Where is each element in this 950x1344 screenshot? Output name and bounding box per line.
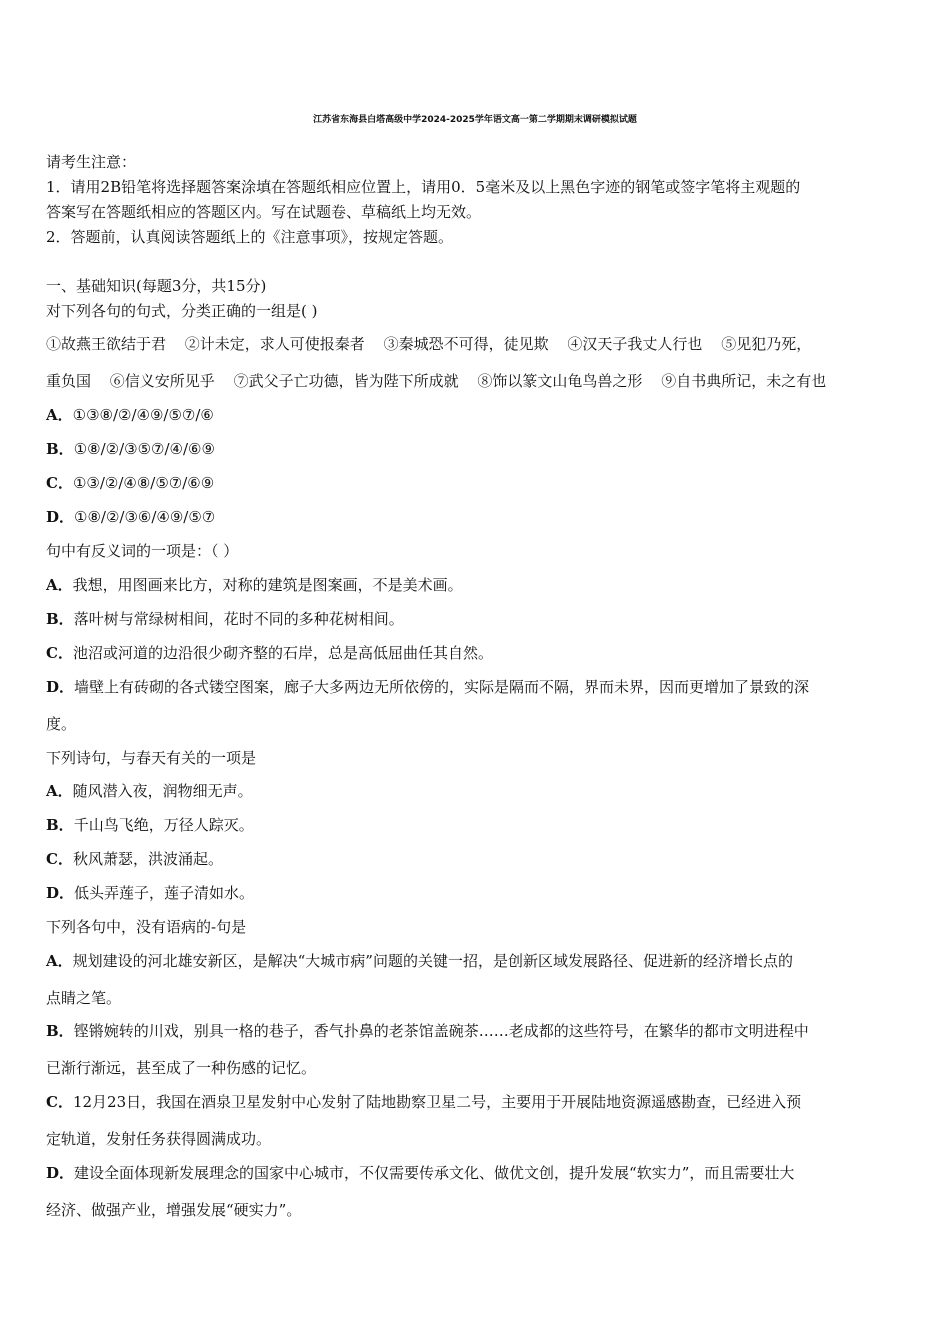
option-letter: D． — [46, 508, 75, 526]
option-letter: B． — [46, 1022, 74, 1040]
question-1-items-line-2 — [46, 371, 906, 391]
option-text: 12月23日，我国在酒泉卫星发射中心发射了陆地勘察卫星二号，主要用于开展陆地资源遥感勘查，已经进入预 — [72, 1093, 802, 1111]
q1-item: ⑨自书典所记，未之有也 — [661, 372, 827, 390]
option-letter: B． — [46, 610, 74, 628]
option-text: 随风潜入夜，润物细无声。 — [72, 782, 253, 800]
option-letter: A． — [46, 952, 73, 970]
question-2-option-a — [46, 575, 906, 595]
notice-item-1-line-1: 1．请用2B铅笔将选择题答案涂填在答题纸相应位置上，请用0．5毫米及以上黑色字迹的钢笔或签字笔将主观题的 — [46, 178, 801, 196]
option-text: ①③/②/④⑧/⑤⑦/⑥⑨ — [72, 474, 215, 492]
question-3-option-a — [46, 781, 906, 801]
q1-item: 重负国 — [46, 372, 92, 390]
question-4-option-b — [46, 1021, 906, 1041]
notice-item-2: 2．答题前，认真阅读答题纸上的《注意事项》，按规定答题。 — [46, 228, 454, 246]
question-1-option-d — [46, 507, 906, 527]
question-4-option-a-continued: 点睛之笔。 — [46, 989, 122, 1007]
q1-item: ④汉天子我丈人行也 — [567, 335, 703, 353]
option-text: 池沼或河道的边沿很少砌齐整的石岸，总是高低屈曲任其自然。 — [72, 644, 493, 662]
option-letter: A． — [46, 782, 73, 800]
option-text: 我想，用图画来比方，对称的建筑是图案画，不是美术画。 — [72, 576, 463, 594]
option-letter: D． — [46, 1164, 75, 1182]
option-letter: C． — [46, 474, 73, 492]
option-letter: C． — [46, 850, 73, 868]
question-1-option-b — [46, 439, 906, 459]
option-letter: B． — [46, 440, 74, 458]
question-2-stem: 句中有反义词的一项是：（ ） — [46, 542, 239, 560]
q1-item: ⑧饰以篆文山龟鸟兽之形 — [477, 372, 643, 390]
q1-item: ⑦武父子亡功德，皆为陛下所成就 — [233, 372, 459, 390]
question-3-option-d — [46, 883, 906, 903]
option-text: 秋风萧瑟，洪波涌起。 — [72, 850, 223, 868]
option-text: 墙壁上有砖砌的各式镂空图案，廊子大多两边无所依傍的，实际是隔而不隔，界而未界，因而更增加了景致的深 — [74, 678, 810, 696]
question-4-option-d-continued: 经济、做强产业，增强发展“硬实力”。 — [46, 1201, 302, 1219]
q1-item: ⑥信义安所见乎 — [109, 372, 215, 390]
option-text: 规划建设的河北雄安新区，是解决“大城市病”问题的关键一招，是创新区域发展路径、促进新的经济增长点的 — [72, 952, 793, 970]
option-letter: D． — [46, 884, 75, 902]
question-4-option-d — [46, 1163, 906, 1183]
question-2-option-d-continued: 度。 — [46, 715, 77, 733]
question-3-option-c — [46, 849, 906, 869]
option-letter: D． — [46, 678, 75, 696]
q1-item: ①故燕王欲结于君 — [46, 335, 167, 353]
question-2-option-d — [46, 677, 906, 697]
option-letter: A． — [46, 576, 73, 594]
question-1-stem: 对下列各句的句式，分类正确的一组是( ) — [46, 302, 318, 320]
option-text: 千山鸟飞绝，万径人踪灭。 — [73, 816, 254, 834]
question-4-option-c — [46, 1092, 906, 1112]
question-4-option-b-continued: 已渐行渐远，甚至成了一种伤感的记忆。 — [46, 1059, 317, 1077]
notice-item-1-line-2: 答案写在答题纸相应的答题区内。写在试题卷、草稿纸上均无效。 — [46, 203, 482, 221]
option-letter: A． — [46, 406, 73, 424]
option-text: 低头弄莲子，莲子清如水。 — [74, 884, 255, 902]
section-heading: 一、基础知识(每题3分，共15分) — [46, 277, 267, 295]
option-text: ①⑧/②/③⑥/④⑨/⑤⑦ — [74, 508, 216, 526]
question-1-option-c — [46, 473, 906, 493]
option-text: ①⑧/②/③⑤⑦/④/⑥⑨ — [73, 440, 215, 458]
q1-item: ③秦城恐不可得，徒见欺 — [383, 335, 549, 353]
question-4-option-a — [46, 951, 906, 971]
question-3-option-b — [46, 815, 906, 835]
option-letter: B． — [46, 816, 74, 834]
option-text: 落叶树与常绿树相间，花时不同的多种花树相间。 — [73, 610, 404, 628]
question-4-option-c-continued: 定轨道，发射任务获得圆满成功。 — [46, 1130, 272, 1148]
notice-heading: 请考生注意： — [46, 153, 137, 171]
question-1-items-line-1 — [46, 334, 906, 354]
q1-item: ⑤见犯乃死， — [721, 335, 812, 353]
question-2-option-c — [46, 643, 906, 663]
option-text: 铿锵婉转的川戏，别具一格的巷子，香气扑鼻的老茶馆盖碗茶……老成都的这些符号，在繁华的都市文明进程中 — [73, 1022, 809, 1040]
page-title: 江苏省东海县白塔高级中学2024-2025学年语文高一第二学期期末调研模拟试题 — [313, 115, 637, 125]
question-1-option-a — [46, 405, 906, 425]
question-3-stem: 下列诗句，与春天有关的一项是 — [46, 749, 257, 767]
option-text: 建设全面体现新发展理念的国家中心城市，不仅需要传承文化、做优文创，提升发展“软实力”，而且需要壮大 — [74, 1164, 795, 1182]
option-text: ①③⑧/②/④⑨/⑤⑦/⑥ — [72, 406, 214, 424]
option-letter: C． — [46, 1093, 73, 1111]
question-4-stem: 下列各句中，没有语病的-句是 — [46, 918, 247, 936]
question-2-option-b — [46, 609, 906, 629]
option-letter: C． — [46, 644, 73, 662]
q1-item: ②计未定，求人可使报秦者 — [184, 335, 365, 353]
